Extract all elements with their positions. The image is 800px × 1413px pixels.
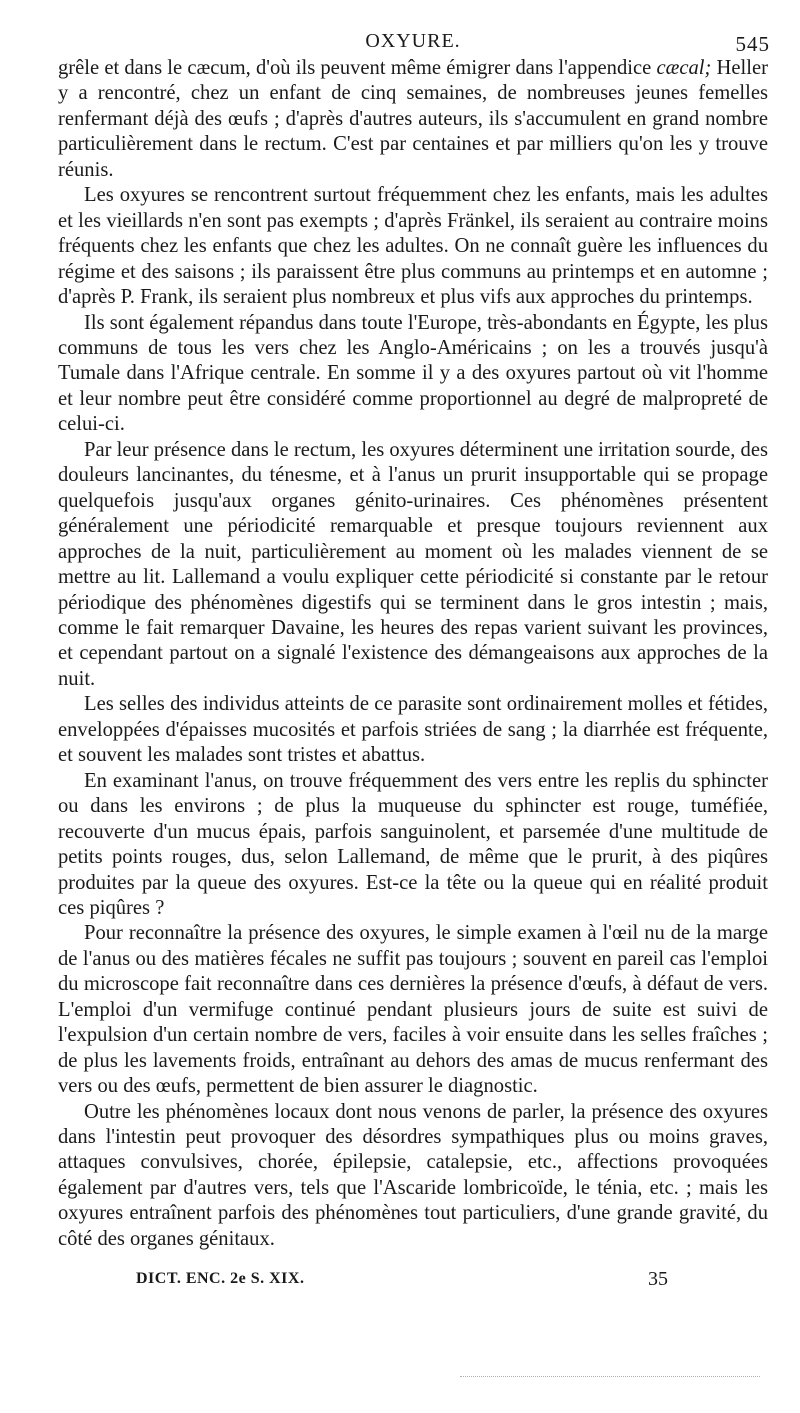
page-number: 545 (735, 32, 770, 56)
paragraph-1-text-after: Heller y a rencontré, chez un enfant de cinq semaines, de nombreuses jeunes femelles renfermant déjà des œufs ; d'après d'autres auteurs, ils s'accumulent en grand nombre particulièrement dans le rectum. C'est par centaines et par milliers qu'on les y trouve réunis. (58, 57, 768, 181)
paragraph-1-text-before: grêle et dans le cæcum, d'où ils peuvent même émigrer dans l'appendice (58, 57, 657, 79)
bottom-dotted-rule (460, 1376, 760, 1377)
paragraph-4: Par leur présence dans le rectum, les oxyures déterminent une irritation sourde, des douleurs lancinantes, du ténesme, et à l'anus un prurit insupportable qui se propage quelquefois jusqu'aux organes génito-urinaires. Ces phénomènes présentent généralement une périodicité remarquable et presque toujours reviennent aux approches de la nuit, particulièrement au moment où les malades viennent de se mettre au lit. Lallemand a voulu expliquer cette périodicité si constante par le retour périodique des phénomènes digestifs qui se terminent dans le gros intestin ; mais, comme le fait remarquer Davaine, les heures des repas varient suivant les provinces, et cependant partout on a signalé l'existence des démangeaisons aux approches de la nuit. (58, 438, 768, 690)
paragraph-1-emphasis: cæcal; (656, 57, 712, 79)
page-footer (58, 1268, 768, 1294)
paragraph-1 (58, 56, 768, 183)
body-text (58, 56, 768, 1252)
paragraph-3: Ils sont également répandus dans toute l'Europe, très-abondants en Égypte, les plus communs de tous les vers chez les Anglo-Américains ; on les a trouvés jusqu'à Tumale dans l'Afrique centrale. En somme il y a des oxyures partout où vit l'homme et leur nombre peut être considéré comme proportionnel au degré de malpropreté de celui-ci. (58, 311, 768, 436)
running-title: OXYURE. (365, 30, 461, 52)
paragraph-8: Outre les phénomènes locaux dont nous venons de parler, la présence des oxyures dans l'intestin peut provoquer des désordres sympathiques plus ou moins graves, attaques convulsives, chorée, épilepsie, catalepsie, etc., affections provoquées également par d'autres vers, tels que l'Ascaride lombricoïde, le ténia, etc. ; mais les oxyures entraînent parfois des phénomènes tout particuliers, d'une grande gravité, du côté des organes génitaux. (58, 1100, 768, 1250)
printer-signature: DICT. ENC. 2e S. XIX. (136, 1270, 305, 1288)
paragraph-2: Les oxyures se rencontrent surtout fréquemment chez les enfants, mais les adultes et les vieillards n'en sont pas exempts ; d'après Fränkel, ils seraient au contraire moins fréquents chez les enfants que chez les adultes. On ne connaît guère les influences du régime et des saisons ; ils paraissent être plus communs au printemps et en automne ; d'après P. Frank, ils seraient plus nombreux et plus vifs aux approches du printemps. (58, 184, 768, 309)
sheet-number: 35 (648, 1268, 668, 1291)
page (58, 30, 768, 1294)
paragraph-6: En examinant l'anus, on trouve fréquemment des vers entre les replis du sphincter ou dans les environs ; de plus la muqueuse du sphincter est rouge, tuméfiée, recouverte d'un mucus épais, parfois sanguinolent, et parsemée d'une multitude de petits points rouges, dus, selon Lallemand, de même que le prurit, à des piqûres produites par la queue des oxyures. Est-ce la tête ou la queue qui en réalité produit ces piqûres ? (58, 769, 768, 919)
paragraph-5: Les selles des individus atteints de ce parasite sont ordinairement molles et fétides, enveloppées d'épaisses mucosités et parfois striées de sang ; la diarrhée est fréquente, et souvent les malades sont tristes et abattus. (58, 693, 768, 767)
running-head (58, 30, 768, 56)
paragraph-7: Pour reconnaître la présence des oxyures, le simple examen à l'œil nu de la marge de l'anus ou des matières fécales ne suffit pas toujours ; souvent en pareil cas l'emploi du microscope fait reconnaître dans ces dernières la présence d'œufs, à défaut de vers. L'emploi d'un vermifuge continué pendant plusieurs jours de suite est suivi de l'expulsion d'un certain nombre de vers, faciles à voir ensuite dans les selles fraîches ; de plus les lavements froids, entraînant au dehors des amas de mucus renfermant des vers ou des œufs, permettent de bien assurer le diagnostic. (58, 922, 768, 1098)
